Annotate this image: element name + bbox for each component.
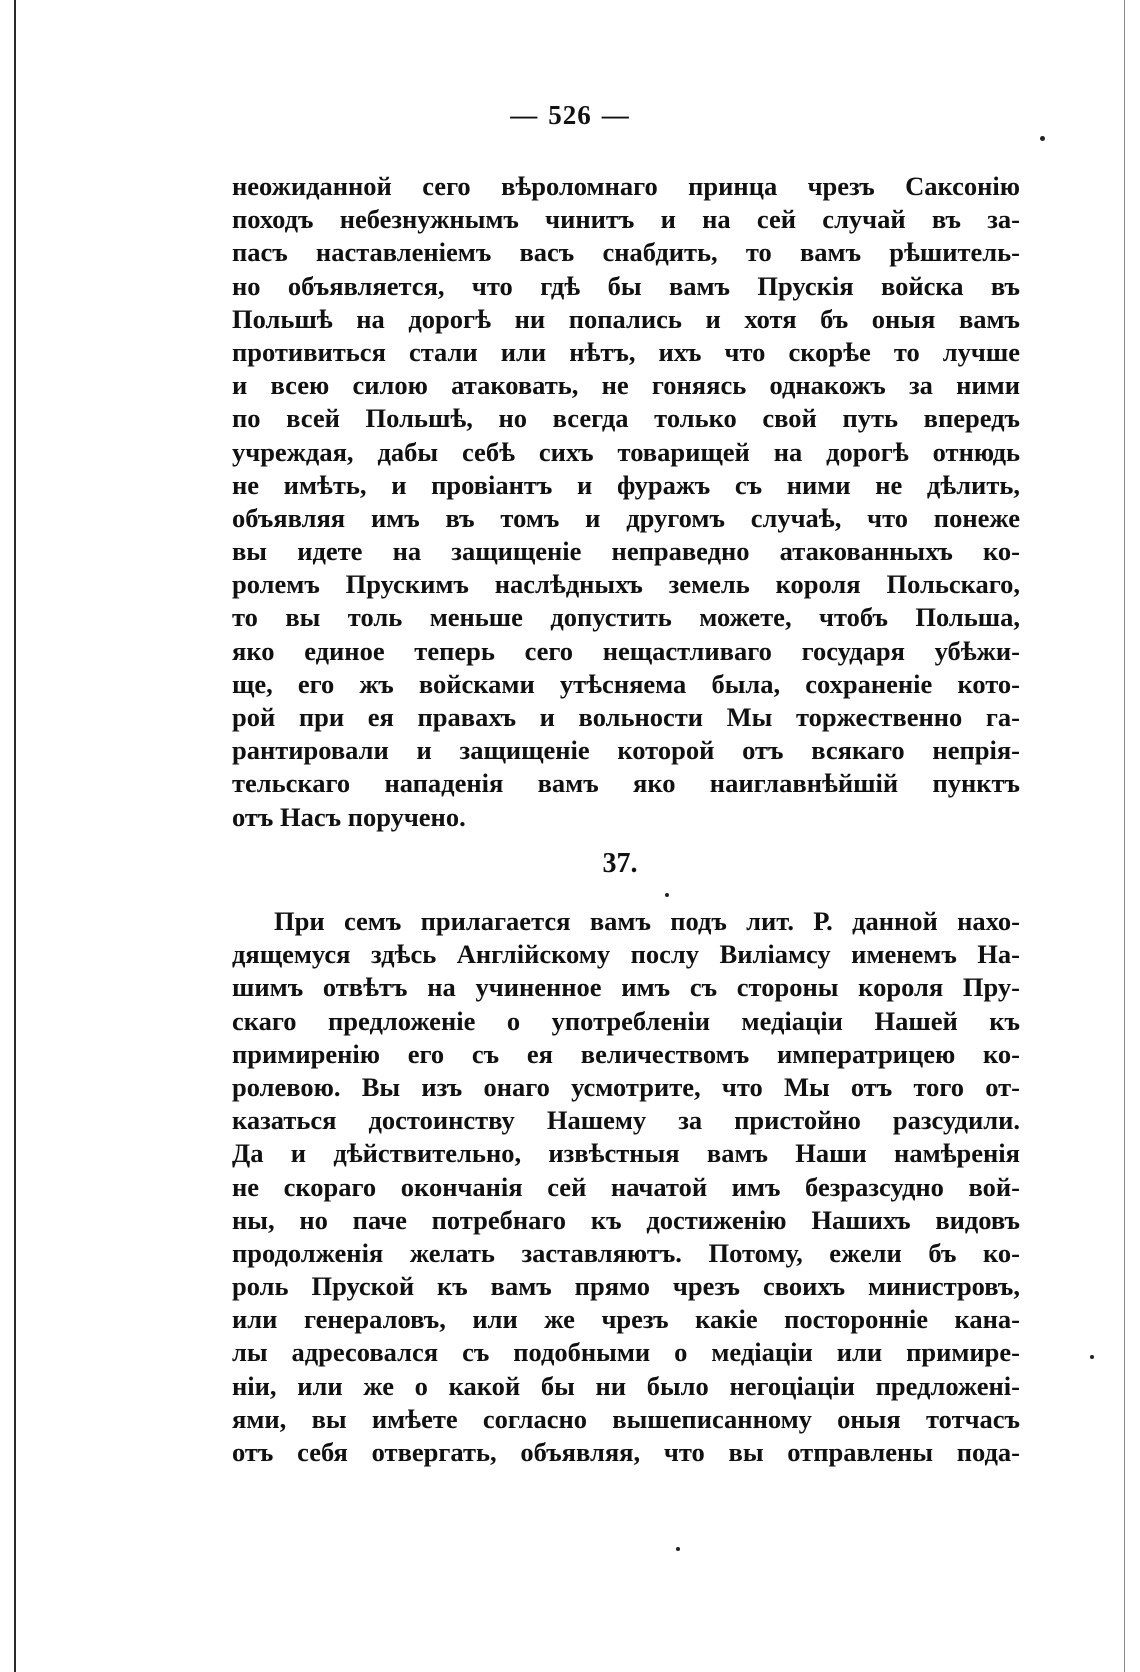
text-line: неожиданной сего вѣроломнаго принца чрезъ Саксонію xyxy=(232,171,1020,201)
text-line: шимъ отвѣтъ на учиненное имъ съ стороны короля Пру- xyxy=(232,972,1020,1003)
text-line: рантировали и защищеніе которой отъ всякаго непрія- xyxy=(232,735,1020,766)
text-line: роль Пруской къ вамъ прямо чрезъ своихъ министровъ, xyxy=(232,1271,1020,1302)
text-line: Польшѣ на дорогѣ ни попались и хотя бъ оныя вамъ xyxy=(232,303,1020,334)
text-line: рой при ея правахъ и вольности Мы торжественно га- xyxy=(232,702,1020,732)
text-line: казаться достоинству Нашему за пристойно разсудили. xyxy=(232,1105,1020,1136)
text-line: отъ Насъ поручено. xyxy=(232,801,466,832)
page-number-value: 526 xyxy=(548,100,592,130)
text-line: ями, вы имѣете согласно вышеписанному оныя тотчасъ xyxy=(232,1403,1020,1434)
text-line: скаго предложеніе о употребленіи медіаціи Нашей къ xyxy=(232,1005,1020,1036)
text-line: ще, его жъ войсками утѣсняема была, сохраненіе кото- xyxy=(232,668,1020,699)
text-line: по всей Польшѣ, но всегда только свой путь впередъ xyxy=(232,403,1020,434)
text-line: и всею силою атаковать, не гоняясь однакожъ за ними xyxy=(232,370,1020,401)
paragraph-continued xyxy=(232,170,1020,834)
scan-speck xyxy=(1090,1355,1094,1359)
text-line: не скораго окончанія сей начатой имъ безразсудно вой- xyxy=(232,1171,1020,1202)
text-line: не имѣть, и провіантъ и фуражъ съ ними не дѣлить, xyxy=(232,469,1020,500)
scan-right-edge xyxy=(1124,0,1125,1672)
text-line: лы адресовался съ подобными о медіаціи или примире- xyxy=(232,1337,1020,1368)
text-line: При семъ прилагается вамъ подъ лит. Р. данной нахо- xyxy=(274,906,1020,936)
section-number: 37. xyxy=(602,848,638,879)
text-line: или генераловъ, или же чрезъ какіе посторонніе кана- xyxy=(232,1304,1020,1335)
text-line: пасъ наставленіемъ васъ снабдить, то вамъ рѣшитель- xyxy=(232,237,1020,268)
text-line: ролевою. Вы изъ онаго усмотрите, что Мы отъ того от- xyxy=(232,1071,1020,1102)
text-line: Да и дѣйствительно, извѣстныя вамъ Наши намѣренія xyxy=(232,1138,1020,1169)
text-line: продолженія желать заставляютъ. Потому, ежели бъ ко- xyxy=(232,1237,1020,1268)
text-line: вы идете на защищеніе неправедно атакованныхъ ко- xyxy=(232,536,1020,567)
scan-speck xyxy=(676,1547,680,1551)
scan-speck xyxy=(1040,136,1045,141)
text-line: походъ небезнужнымъ чинитъ и на сей случай въ за- xyxy=(232,204,1020,235)
page-number xyxy=(0,100,1140,131)
text-line: противиться стали или нѣтъ, ихъ что скорѣе то лучше xyxy=(232,336,1020,367)
text-line: ніи, или же о какой бы ни было негоціаціи предложені- xyxy=(232,1370,1020,1401)
paragraph-section-37 xyxy=(232,905,1020,1469)
text-line: но объявляется, что гдѣ бы вамъ Прускія войска въ xyxy=(232,270,1020,301)
text-line: учреждая, дабы себѣ сихъ товарищей на дорогѣ отнюдь xyxy=(232,436,1020,467)
text-line: яко единое теперь сего нещастливаго государя убѣжи- xyxy=(232,635,1020,666)
text-line: то вы толь меньше допустить можете, чтобъ Польша, xyxy=(232,602,1020,633)
text-line: ны, но паче потребнаго къ достиженію Нашихъ видовъ xyxy=(232,1204,1020,1235)
scan-speck xyxy=(665,893,669,897)
text-line: отъ себя отвергать, объявляя, что вы отправлены пода- xyxy=(232,1437,1020,1467)
page-number-dash-right: — xyxy=(601,100,630,130)
text-line: дящемуся здѣсь Англійскому послу Виліамсу именемъ На- xyxy=(232,939,1020,970)
text-line: примиренію его съ ея величествомъ императрицею ко- xyxy=(232,1038,1020,1069)
text-line: объявляя имъ въ томъ и другомъ случаѣ, что понеже xyxy=(232,502,1020,533)
text-line: ролемъ Прускимъ наслѣдныхъ земель короля Польскаго, xyxy=(232,569,1020,600)
page-number-dash-left: — xyxy=(510,100,539,130)
text-line: тельскаго нападенія вамъ яко наиглавнѣйшій пунктъ xyxy=(232,768,1020,799)
scan-left-edge xyxy=(14,0,16,1672)
